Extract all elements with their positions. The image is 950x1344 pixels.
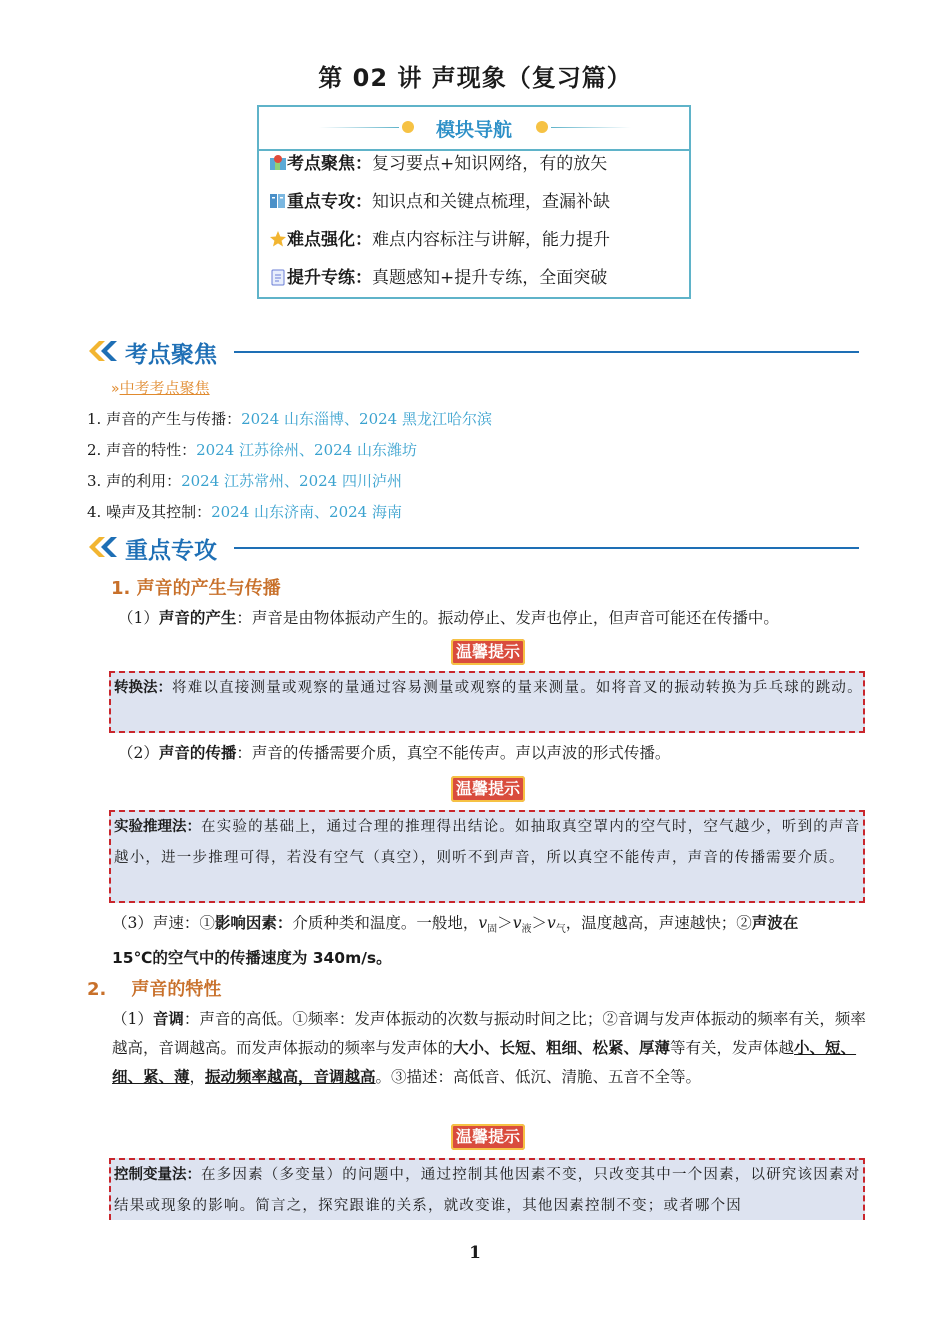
- module-nav-header: [259, 107, 689, 151]
- star-icon: [269, 230, 287, 248]
- map-icon: [269, 154, 287, 172]
- paragraph-sound-speed: （3）声速：①影响因素：介质种类和温度。一般地，$v_固>v_液>v_气$，温度越高，声速越快；②声波在 15℃的空气中的传播速度为 340m/s。: [112, 914, 799, 968]
- double-arrow-icon: »: [111, 381, 120, 397]
- paragraph-propagation: （2）声音的传播：声音的传播需要介质，真空不能传声。声以声波的形式传播。: [118, 744, 671, 762]
- list-item: 3. 声的利用：2024 江苏常州、2024 四川泸州: [87, 472, 402, 490]
- paragraph-production: （1）声音的产生：声音是由物体振动产生的。振动停止、发声也停止，但声音可能还在传播中。: [118, 609, 779, 627]
- nav-row-practice: 提升专练：真题感知+提升专练，全面突破: [269, 263, 607, 293]
- section-heading-key-points: 重点专攻: [89, 532, 859, 562]
- tip-badge: 温馨提示: [451, 776, 525, 802]
- page-number: 1: [469, 1243, 481, 1263]
- book-icon: [269, 192, 287, 210]
- tip-badge: 温馨提示: [451, 639, 525, 665]
- heading-sound-characteristics: 2. 声音的特性: [87, 979, 222, 1000]
- list-item: 4. 噪声及其控制：2024 山东济南、2024 海南: [87, 503, 402, 521]
- tip-box-conversion: 转换法：将难以直接测量或观察的量通过容易测量或观察的量来测量。如将音叉的振动转换为乒乓球的跳动。: [109, 671, 865, 733]
- chevron-icon: [89, 536, 121, 558]
- subheading-exam-focus: »中考考点聚焦: [111, 379, 210, 397]
- list-item: 1. 声音的产生与传播：2024 山东淄博、2024 黑龙江哈尔滨: [87, 410, 492, 428]
- nav-row-key-points: 重点专攻：知识点和关键点梳理，查漏补缺: [269, 187, 610, 217]
- section-heading-focus: 考点聚焦: [89, 336, 859, 366]
- list-item: 2. 声音的特性：2024 江苏徐州、2024 山东潍坊: [87, 441, 417, 459]
- paragraph-pitch: （1）音调：声音的高低。①频率：发声体振动的次数与振动时间之比；②音调与发声体振动的频率有关，频率越高，音调越高。而发声体振动的频率与发声体的大小、长短、粗细、松紧、厚薄等有关，发声体越小、短、细、紧、薄，振动频率越高，音调越高。③描述：高低音、低沉、清脆、五音不全等。: [112, 1010, 866, 1086]
- section-rule: [234, 547, 859, 549]
- tip-box-experiment: 实验推理法：在实验的基础上，通过合理的推理得出结论。如抽取真空罩内的空气时，空气越少，听到的声音越小，进一步推理可得，若没有空气（真空），则听不到声音，所以真空不能传声，声音的传播需要介质。: [109, 810, 865, 903]
- nav-row-difficulty: 难点强化：难点内容标注与讲解，能力提升: [269, 225, 610, 255]
- heading-sound-production: 1. 声音的产生与传播: [111, 578, 281, 599]
- section-rule: [234, 351, 859, 353]
- clipboard-icon: [269, 268, 287, 286]
- tip-badge: 温馨提示: [451, 1124, 525, 1150]
- tip-box-control-variable: 控制变量法：在多因素（多变量）的问题中，通过控制其他因素不变，只改变其中一个因素，以研究该因素对结果或现象的影响。简言之，探究跟谁的关系，就改变谁，其他因素控制不变；或者哪个因: [109, 1158, 865, 1220]
- module-nav-title: 模块导航: [435, 119, 512, 141]
- nav-row-focus: 考点聚焦：复习要点+知识网络，有的放矢: [269, 149, 607, 179]
- page-title: 第 02 讲 声现象（复习篇）: [318, 64, 632, 92]
- chevron-icon: [89, 340, 121, 362]
- module-nav-box: [257, 105, 691, 299]
